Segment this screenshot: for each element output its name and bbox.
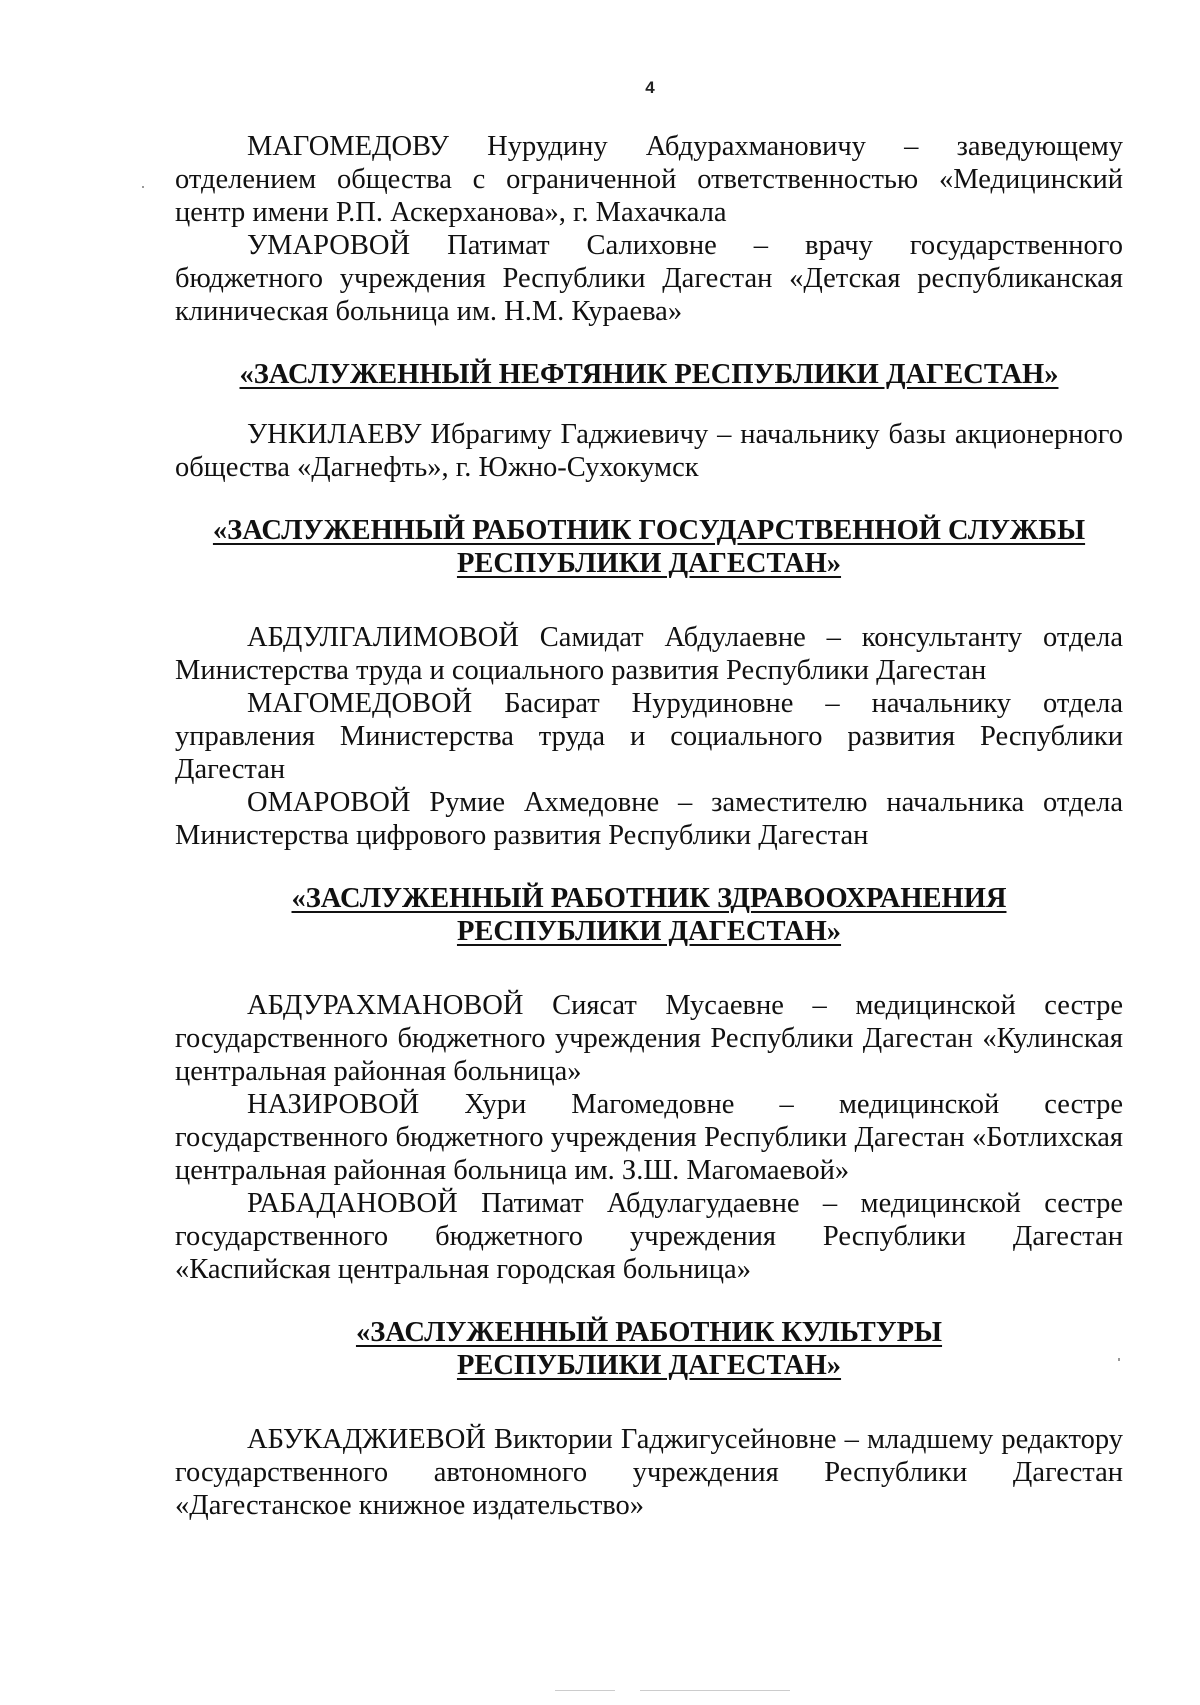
entry-text: Ибрагиму Гаджиевичу – начальнику базы акционерного общества «Дагнефть», г. Южно-Сухокумск (175, 419, 1123, 483)
award-entry (175, 229, 1123, 328)
award-entry (175, 418, 1123, 484)
section-heading-line: «ЗАСЛУЖЕННЫЙ РАБОТНИК ЗДРАВООХРАНЕНИЯ (291, 883, 1007, 914)
entry-surname: УМАРОВОЙ (247, 230, 411, 261)
entry-text: Румие Ахмедовне – заместителю начальника отдела Министерства цифрового развития Республики Дагестан (175, 787, 1123, 851)
entry-surname: МАГОМЕДОВУ (247, 131, 449, 162)
award-entry (175, 786, 1123, 852)
entry-text: Хури Магомедовне – медицинской сестре государственного бюджетного учреждения Республики Дагестан «Ботлихская центральная районная больница им. З.Ш. Магомаевой» (175, 1089, 1123, 1186)
entry-text: Патимат Абдулагудаевне – медицинской сестре государственного бюджетного учреждения Республики Дагестан «Каспийская центральная городская больница» (175, 1188, 1123, 1285)
section-heading-line: РЕСПУБЛИКИ ДАГЕСТАН» (456, 916, 842, 947)
section-continuation (175, 130, 1123, 328)
section-heading-line: «ЗАСЛУЖЕННЫЙ РАБОТНИК ГОСУДАРСТВЕННОЙ СЛУЖБЫ (212, 515, 1086, 546)
award-entry (175, 1423, 1123, 1522)
section-civil-service (175, 514, 1123, 852)
section-heading-line: «ЗАСЛУЖЕННЫЙ НЕФТЯНИК РЕСПУБЛИКИ ДАГЕСТАН» (239, 359, 1059, 390)
entry-surname: НАЗИРОВОЙ (247, 1089, 420, 1120)
section-heading-line: РЕСПУБЛИКИ ДАГЕСТАН» (456, 548, 842, 579)
section-heading (175, 514, 1123, 580)
award-entry (175, 130, 1123, 229)
scan-artifact-mark (555, 1690, 615, 1691)
section-heading (175, 358, 1123, 391)
scan-artifact-mark (142, 186, 144, 188)
entry-text: Патимат Салиховне – врачу государственного бюджетного учреждения Республики Дагестан «Детская республиканская клиническая больница им. Н.М. Кураева» (175, 230, 1123, 327)
award-entry (175, 687, 1123, 786)
entry-surname: АБДУРАХМАНОВОЙ (247, 990, 524, 1021)
entry-surname: АБУКАДЖИЕВОЙ (247, 1424, 486, 1455)
entry-surname: РАБАДАНОВОЙ (247, 1188, 458, 1219)
section-oil-worker (175, 358, 1123, 484)
award-entry (175, 621, 1123, 687)
entry-text: Виктории Гаджигусейновне – младшему редактору государственного автономного учреждения Республики Дагестан «Дагестанское книжное издательство» (175, 1424, 1123, 1521)
scan-artifact-mark (1118, 1358, 1120, 1361)
entry-surname: ОМАРОВОЙ (247, 787, 411, 818)
entry-text: Нурудину Абдурахмановичу – заведующему отделением общества с ограниченной ответственностью «Медицинский центр имени Р.П. Аскерханова», г. Махачкала (175, 131, 1124, 228)
award-entry (175, 1088, 1123, 1187)
section-heading-line: «ЗАСЛУЖЕННЫЙ РАБОТНИК КУЛЬТУРЫ (355, 1317, 943, 1348)
award-entry (175, 1187, 1123, 1286)
section-healthcare (175, 882, 1123, 1286)
section-heading (175, 882, 1123, 948)
entry-text: Самидат Абдулаевне – консультанту отдела Министерства труда и социального развития Республики Дагестан (175, 622, 1124, 686)
entry-surname: АБДУЛГАЛИМОВОЙ (247, 622, 519, 653)
page-number: 4 (645, 78, 655, 97)
section-heading-line: РЕСПУБЛИКИ ДАГЕСТАН» (456, 1350, 842, 1381)
entry-text: Сиясат Мусаевне – медицинской сестре государственного бюджетного учреждения Республики Дагестан «Кулинская центральная районная больница» (175, 990, 1123, 1087)
award-entry (175, 989, 1123, 1088)
section-culture (175, 1316, 1123, 1522)
section-heading (175, 1316, 1123, 1382)
entry-surname: МАГОМЕДОВОЙ (247, 688, 473, 719)
entry-text: Басират Нурудиновне – начальнику отдела управления Министерства труда и социального развития Республики Дагестан (175, 688, 1123, 785)
scan-artifact-mark (640, 1690, 790, 1691)
entry-surname: УНКИЛАЕВУ (247, 419, 422, 450)
document-body (175, 130, 1123, 1522)
